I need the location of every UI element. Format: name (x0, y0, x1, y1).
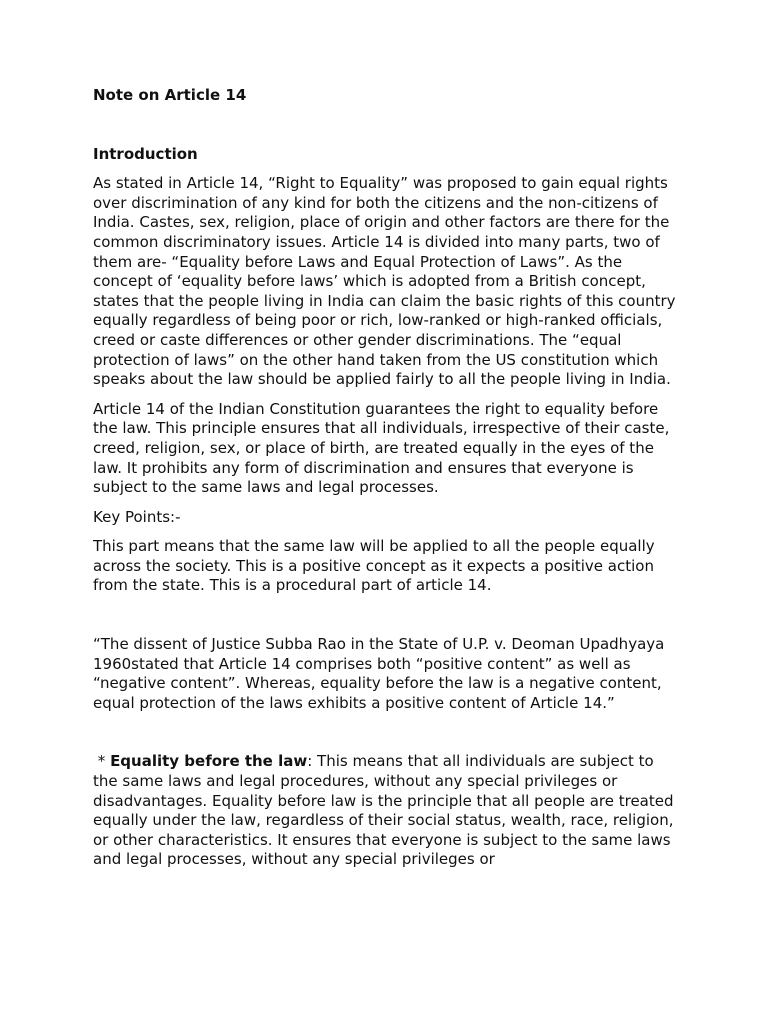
bullet-marker: * (93, 752, 111, 771)
paragraph-procedural: This part means that the same law will be applied to all the people equally across the society. This is a positive concept as it expects a positive action from the state. This is a procedural part of article 14. (93, 537, 655, 595)
quote-paragraph: “The dissent of Justice Subba Rao in the State of U.P. v. Deoman Upadhyaya 1960stated that Article 14 comprises both “positive content” as well as “negative content”. Whereas, equality before the law is a negative content, equal protection of the laws exhibits a positive content of Article 14.” (93, 635, 665, 712)
section-heading-introduction: Introduction (93, 144, 198, 163)
paragraph-key-points: Key Points:- (93, 507, 181, 526)
paragraph-intro: As stated in Article 14, “Right to Equality” was proposed to gain equal rights over discrimination of any kind for both the citizens and the non-citizens of India. Castes, sex, religion, place of origin and other factors are there for the common discriminatory issues. Article 14 is divided into many parts, two of them are- “Equality before Laws and Equal Protection of Laws”. As the concept of ‘equality before laws’ which is adopted from a British concept, states that the people living in India can claim the basic rights of this country equally regardless of being poor or rich, low-ranked or high-ranked officials, creed or caste differences or other gender discriminations. The “equal protection of laws” on the other hand taken from the US constitution which speaks about the law should be applied fairly to all the people living in India. (93, 174, 676, 389)
bullet-term: Equality before the law (110, 752, 308, 771)
bullet-text: : This means that all individuals are subject to the same laws and legal procedures, without any special privileges or disadvantages. Equality before law is the principle that all people are treated equally under the law, regardless of their social status, wealth, race, religion, or other characteristics. It ensures that everyone is subject to the same laws and legal processes, without any special privileges or (93, 752, 679, 869)
document-page (93, 86, 678, 870)
paragraph-article-14: Article 14 of the Indian Constitution guarantees the right to equality before the law. This principle ensures that all individuals, irrespective of their caste, creed, religion, sex, or place of birth, are treated equally in the eyes of the law. It prohibits any form of discrimination and ensures that everyone is subject to the same laws and legal processes. (93, 399, 670, 497)
bullet-equality-before-law (93, 752, 678, 870)
document-title: Note on Article 14 (93, 86, 247, 104)
